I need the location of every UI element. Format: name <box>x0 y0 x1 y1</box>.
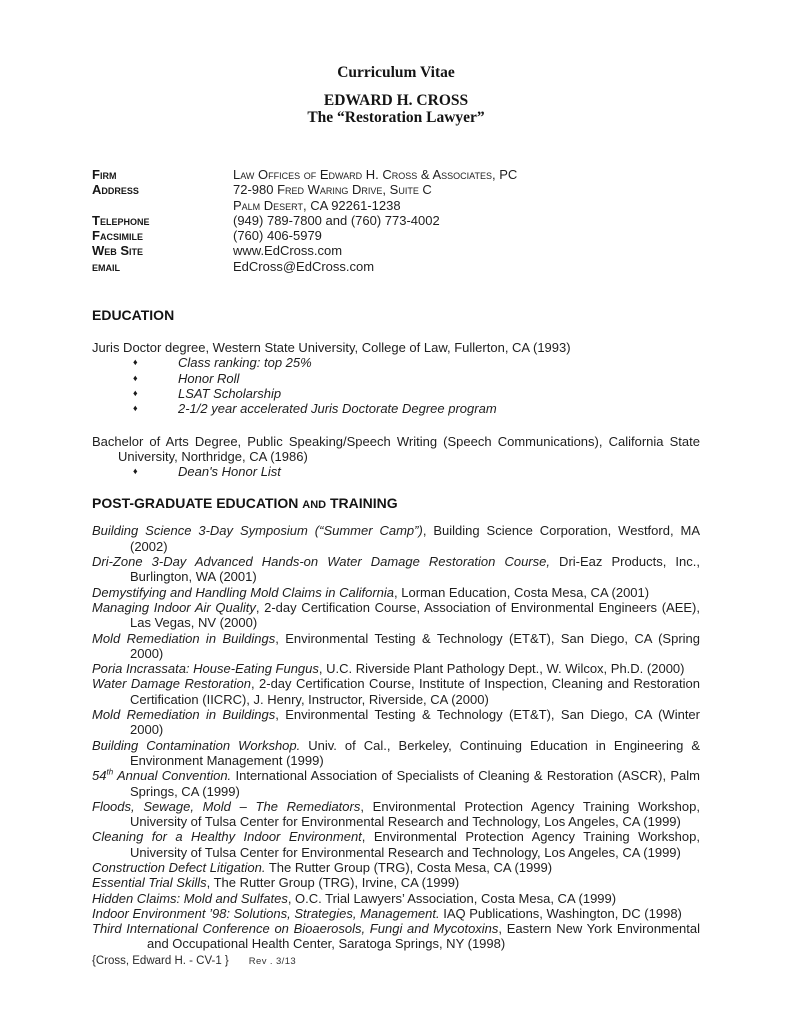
education-bullet-text: 2-1/2 year accelerated Juris Doctorate Degree program <box>178 401 497 417</box>
course-details: , U.C. Riverside Plant Pathology Dept., W. Wilcox, Ph.D. (2000) <box>318 661 685 677</box>
postgrad-item <box>92 860 700 875</box>
course-title: Poria Incrassata: House-Eating Fungus <box>92 661 319 677</box>
ordinal-suffix: th <box>106 767 114 777</box>
course-title: Mold Remediation in Buildings <box>92 707 276 723</box>
education-bullet-text: Class ranking: top 25% <box>178 355 312 371</box>
course-title: Third International Conference on Bioaerosols, Fungi and Mycotoxins <box>92 921 499 937</box>
course-details: , Building Science Corporation, Westford, MA (2002) <box>130 523 700 554</box>
course-title-number: 54 <box>92 768 107 784</box>
education-bullet-row <box>92 355 700 370</box>
course-title: Demystifying and Handling Mold Claims in California <box>92 584 395 600</box>
contact-row <box>92 228 700 243</box>
education-bullet-text: LSAT Scholarship <box>178 385 282 401</box>
postgrad-item <box>92 676 700 707</box>
education-entry <box>92 340 700 416</box>
postgrad-item <box>92 768 700 799</box>
title-block <box>92 0 700 126</box>
education-bullet-text: Honor Roll <box>178 370 240 386</box>
postgrad-item <box>92 661 700 676</box>
contact-value-line: Law Offices of Edward H. Cross & Associates, PC <box>233 167 518 182</box>
contact-label: Facsimile <box>92 228 143 244</box>
person-tagline: The “Restoration Lawyer” <box>307 109 485 126</box>
postgraduate-heading-part: POST-GRADUATE EDUCATION <box>92 495 303 512</box>
diamond-bullet-icon: ♦ <box>133 387 138 398</box>
course-details: , Environmental Testing & Technology (ET&T), San Diego, CA (Spring 2000) <box>130 630 701 661</box>
course-details: , Eastern New York Environmental and Occupational Health Center, Saratoga Springs, NY (1998) <box>147 921 700 952</box>
course-title: Floods, Sewage, Mold – The Remediators <box>92 798 361 814</box>
contact-values <box>233 259 700 274</box>
education-degree-text: Bachelor of Arts Degree, Public Speaking/Speech Writing (Speech Communications), California State University, Northridge, CA (1986) <box>92 433 700 464</box>
contact-values <box>233 167 700 182</box>
education-entry <box>92 434 700 480</box>
postgrad-item <box>92 738 700 769</box>
course-details: , Environmental Testing & Technology (ET&T), San Diego, CA (Winter 2000) <box>130 707 700 738</box>
education-bullet-row <box>92 371 700 386</box>
course-title: Hidden Claims: Mold and Sulfates <box>92 890 288 906</box>
education-bullet-row <box>92 464 700 479</box>
course-title: Indoor Environment ’98: Solutions, Strategies, Management. <box>92 905 440 921</box>
education-bullet-row <box>92 401 700 416</box>
course-details: , 2-day Certification Course, Institute of Inspection, Cleaning and Restoration Certification (IICRC), J. Henry, Instructor, Riverside, CA (2000) <box>130 676 700 707</box>
course-title: Construction Defect Litigation. <box>92 859 266 875</box>
course-title-text: Annual Convention. <box>113 768 232 784</box>
education-bullet-row <box>92 386 700 401</box>
course-details: The Rutter Group (TRG), Costa Mesa, CA (1999) <box>265 859 553 875</box>
section-heading-education: EDUCATION <box>92 307 175 324</box>
postgrad-item <box>92 875 700 890</box>
postgrad-item <box>92 799 700 830</box>
postgrad-item <box>92 523 700 554</box>
course-title: Mold Remediation in Buildings <box>92 630 276 646</box>
education-degree-text: Juris Doctor degree, Western State University, College of Law, Fullerton, CA (1993) <box>92 340 571 356</box>
course-title: Building Contamination Workshop. <box>92 737 301 753</box>
contact-label: Web Site <box>92 243 144 259</box>
course-title: Cleaning for a Healthy Indoor Environment <box>92 829 362 845</box>
course-details: , The Rutter Group (TRG), Irvine, CA (1999) <box>206 875 460 891</box>
course-title: Essential Trial Skills <box>92 875 207 891</box>
course-title: Water Damage Restoration <box>92 676 251 692</box>
contact-block <box>92 167 700 274</box>
contact-row <box>92 167 700 182</box>
contact-value-line: EdCross@EdCross.com <box>233 258 375 274</box>
contact-row <box>92 213 700 228</box>
postgrad-item <box>92 631 700 662</box>
contact-values <box>233 213 700 228</box>
contact-value-line: 72-980 Fred Waring Drive, Suite C <box>233 182 432 198</box>
course-title: Dri-Zone 3-Day Advanced Hands-on Water Damage Restoration Course, <box>92 554 550 570</box>
contact-values <box>233 182 700 213</box>
postgrad-item <box>92 891 700 906</box>
contact-label: email <box>92 258 120 274</box>
diamond-bullet-icon: ♦ <box>133 466 138 477</box>
postgraduate-heading-part: TRAINING <box>326 495 398 512</box>
contact-values <box>233 243 700 258</box>
contact-row <box>92 259 700 274</box>
postgrad-item <box>92 707 700 738</box>
postgrad-item <box>92 554 700 585</box>
contact-value-line: Palm Desert, CA 92261-1238 <box>233 197 401 213</box>
education-bullet-text: Dean's Honor List <box>178 464 281 480</box>
contact-row <box>92 243 700 258</box>
contact-values <box>233 228 700 243</box>
course-details: Univ. of Cal., Berkeley, Continuing Education in Engineering & Environment Management (1999) <box>130 737 701 768</box>
contact-label: Address <box>92 182 139 198</box>
diamond-bullet-icon: ♦ <box>133 357 138 368</box>
section-heading-postgraduate <box>92 495 700 513</box>
course-title <box>92 768 231 783</box>
diamond-bullet-icon: ♦ <box>133 372 138 383</box>
contact-label: Firm <box>92 167 117 182</box>
postgrad-item <box>92 585 700 600</box>
course-details: , Lorman Education, Costa Mesa, CA (2001) <box>394 584 650 600</box>
course-title: Managing Indoor Air Quality <box>92 599 256 615</box>
course-details: , Environmental Protection Agency Training Workshop, University of Tulsa Center for Environmental Research and Technology, Los Angeles, CA (1999) <box>130 829 700 860</box>
page-footer <box>92 954 296 969</box>
course-details: , O.C. Trial Lawyers’ Association, Costa Mesa, CA (1999) <box>287 890 617 906</box>
postgraduate-items <box>92 523 700 951</box>
document-type-title: Curriculum Vitae <box>337 64 455 81</box>
postgrad-item <box>92 906 700 921</box>
course-details: , 2-day Certification Course, Association of Environmental Engineers (AEE), Las Vegas, NV (2000) <box>130 599 701 631</box>
contact-value-line: (760) 406-5979 <box>233 228 322 244</box>
postgraduate-heading-part: AND <box>302 499 327 512</box>
education-entries <box>92 340 700 479</box>
contact-row <box>92 182 700 213</box>
postgrad-item <box>92 921 700 952</box>
diamond-bullet-icon: ♦ <box>133 403 138 414</box>
footer-file-reference: {Cross, Edward H. - CV-1 } <box>92 955 229 967</box>
footer-revision-label: Rev . 3/13 <box>248 956 297 967</box>
person-name: EDWARD H. CROSS <box>323 92 469 109</box>
contact-label: Telephone <box>92 212 150 228</box>
contact-value-line: www.EdCross.com <box>233 243 343 259</box>
postgrad-item <box>92 829 700 860</box>
course-title: Building Science 3-Day Symposium (“Summer Camp”) <box>92 523 423 539</box>
postgrad-item <box>92 600 700 631</box>
course-details: International Association of Specialists of Cleaning & Restoration (ASCR), Palm Springs, CA (1999) <box>130 768 700 799</box>
contact-value-line: (949) 789-7800 and (760) 773-4002 <box>233 212 440 228</box>
course-details: , Environmental Protection Agency Training Workshop, University of Tulsa Center for Environmental Research and Technology, Los Angeles, CA (1999) <box>130 798 700 830</box>
course-details: IAQ Publications, Washington, DC (1998) <box>439 905 682 921</box>
course-details: Dri-Eaz Products, Inc., Burlington, WA (2001) <box>130 554 700 585</box>
